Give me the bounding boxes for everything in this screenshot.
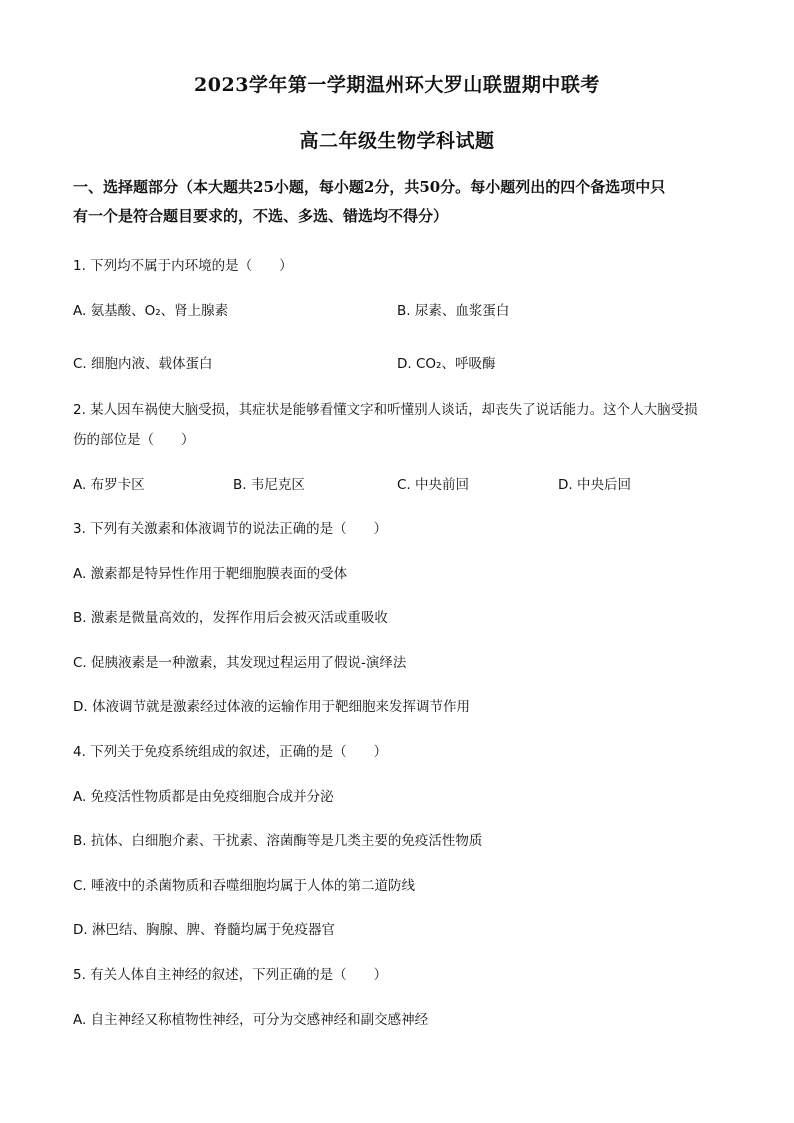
question-2-option-b: B. 韦尼克区 [233, 477, 305, 493]
question-2-option-d: D. 中央后回 [558, 477, 631, 493]
question-1-option-a: A. 氨基酸、O₂、肾上腺素 [73, 303, 229, 319]
question-5-stem: 5. 有关人体自主神经的叙述，下列正确的是（ ） [73, 967, 388, 983]
question-3-option-c: C. 促胰液素是一种激素，其发现过程运用了假说-演绎法 [73, 655, 407, 671]
question-4-option-b: B. 抗体、白细胞介素、干扰素、溶菌酶等是几类主要的免疫活性物质 [73, 833, 483, 849]
question-1-option-b: B. 尿素、血浆蛋白 [397, 303, 510, 319]
exam-title: 2023学年第一学期温州环大罗山联盟期中联考 [194, 74, 600, 96]
section-heading-line2: 有一个是符合题目要求的，不选、多选、错选均不得分） [73, 207, 449, 225]
question-1-option-d: D. CO₂、呼吸酶 [397, 356, 496, 372]
question-2-stem-line1: 2. 某人因车祸使大脑受损，其症状是能够看懂文字和听懂别人谈话，却丧失了说话能力。这个人大脑受损 [73, 402, 698, 418]
question-1-stem: 1. 下列均不属于内环境的是（ ） [73, 258, 293, 274]
question-3-option-d: D. 体液调节就是激素经过体液的运输作用于靶细胞来发挥调节作用 [73, 699, 470, 715]
question-3-option-a: A. 激素都是特异性作用于靶细胞膜表面的受体 [73, 566, 348, 582]
section-heading-line1: 一、选择题部分（本大题共25小题，每小题2分，共50分。每小题列出的四个备选项中只 [73, 178, 666, 196]
question-2-stem-line2: 伤的部位是（ ） [73, 432, 195, 448]
question-4-option-a: A. 免疫活性物质都是由免疫细胞合成并分泌 [73, 789, 334, 805]
question-3-option-b: B. 激素是微量高效的，发挥作用后会被灭活或重吸收 [73, 610, 388, 626]
question-4-option-c: C. 唾液中的杀菌物质和吞噬细胞均属于人体的第二道防线 [73, 878, 416, 894]
question-4-option-d: D. 淋巴结、胸腺、脾、脊髓均属于免疫器官 [73, 922, 335, 938]
question-2-option-a: A. 布罗卡区 [73, 477, 145, 493]
question-3-stem: 3. 下列有关激素和体液调节的说法正确的是（ ） [73, 521, 388, 537]
exam-subtitle: 高二年级生物学科试题 [299, 130, 495, 152]
question-5-option-a: A. 自主神经又称植物性神经，可分为交感神经和副交感神经 [73, 1012, 429, 1028]
question-2-option-c: C. 中央前回 [397, 477, 470, 493]
question-1-option-c: C. 细胞内液、载体蛋白 [73, 356, 213, 372]
question-4-stem: 4. 下列关于免疫系统组成的叙述，正确的是（ ） [73, 744, 388, 760]
